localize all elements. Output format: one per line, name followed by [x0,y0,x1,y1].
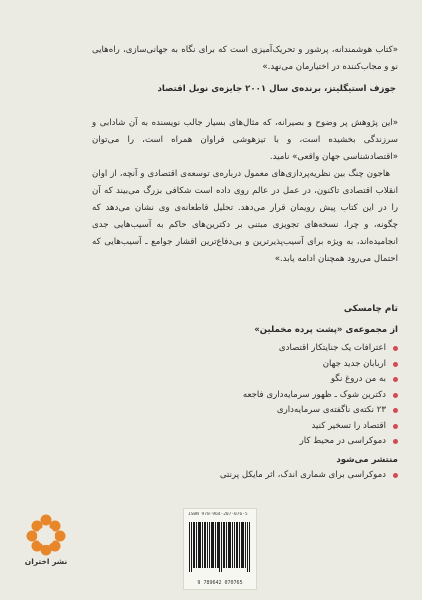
list-item: اربابان جدید جهان [150,357,398,373]
list-item: دکترین شوک ـ ظهور سرمایه‌داری فاجعه [150,388,398,404]
endorsement-author: جوزف استیگلیتز، برنده‌ی سال ۲۰۰۱ جایزه‌ی نوبل اقتصاد [157,84,396,94]
series-list [150,325,398,483]
list-item: اقتصاد را تسخیر کنید [150,419,398,435]
blurb [92,115,398,268]
series-items [150,341,398,450]
upcoming-items [150,468,398,484]
blurb-paragraph-1: «این پژوهش پر وضوح و بصیرانه، که مثال‌های بسیار جالب نویسنده به آن شادابی و سرزندگی بخشیده است، و با تیزهوشی فراوان همراه است، را می‌توان «اقتصادشناسی جهان واقعی» نامید. [92,118,398,162]
bullet-icon [393,439,398,444]
publisher-logo [22,512,70,566]
list-item: دموکراسی در محیط کار [150,434,398,450]
bullet-icon [393,346,398,351]
blurb-paragraph-2: هاجون چنگ بین نظریه‌پردازی‌های معمول درباره‌ی توسعه‌ی اقتصادی و آنچه، از اوان انقلاب اقتصادی تاکنون، در عمل در عالم روی داده است شکافی بزرگ می‌بیند که آن را در این کتاب پیش رویمان قرار می‌دهد. تحلیل قاطعانه‌ی وی نشان می‌دهد که چگونه، و چرا، نسخه‌های تجویزی مبتنی بر دکترین‌های حاکم به آسیب‌هایی جدی انجامیده‌اند، به ویژه برای آسیب‌پذیرترین و بی‌دفاع‌ترین اقشار جوامع ـ آسیب‌هایی که احتمال می‌رود همچنان ادامه یابد.» [92,169,398,264]
list-item: دموکراسی برای شماری اندک، اثر مایکل پرنتی [150,468,398,484]
series-title: از مجموعه‌ی «پشت پرده مخملین» [254,325,398,335]
bullet-icon [393,362,398,367]
list-item: به من دروغ نگو [150,372,398,388]
bullet-icon [393,408,398,413]
bullet-icon [393,473,398,478]
endorsement-quote: «کتاب هوشمندانه، پرشور و تحریک‌آمیزی است که برای نگاه به جهانی‌سازی، راه‌هایی نو و مجاب‌کننده در اختیارمان می‌نهد.» [92,45,398,72]
barcode-bars [189,522,251,572]
bullet-icon [393,393,398,398]
publisher-name: نشر اختران [24,557,68,566]
list-item: اعترافات یک جنایتکار اقتصادی [150,341,398,357]
bullet-icon [393,377,398,382]
pomegranate-logo-icon [26,512,66,556]
bullet-icon [393,424,398,429]
blurb-signature: تام چامسکی [343,304,398,314]
upcoming-title: منتشر می‌شود [336,454,398,465]
list-item: ۲۳ نکته‌ی ناگفته‌ی سرمایه‌داری [150,403,398,419]
barcode-digits: 9 789642 070765 [197,580,243,586]
isbn-barcode [183,508,257,590]
isbn-label: ISBN 978-964-207-076-5 [188,512,248,517]
